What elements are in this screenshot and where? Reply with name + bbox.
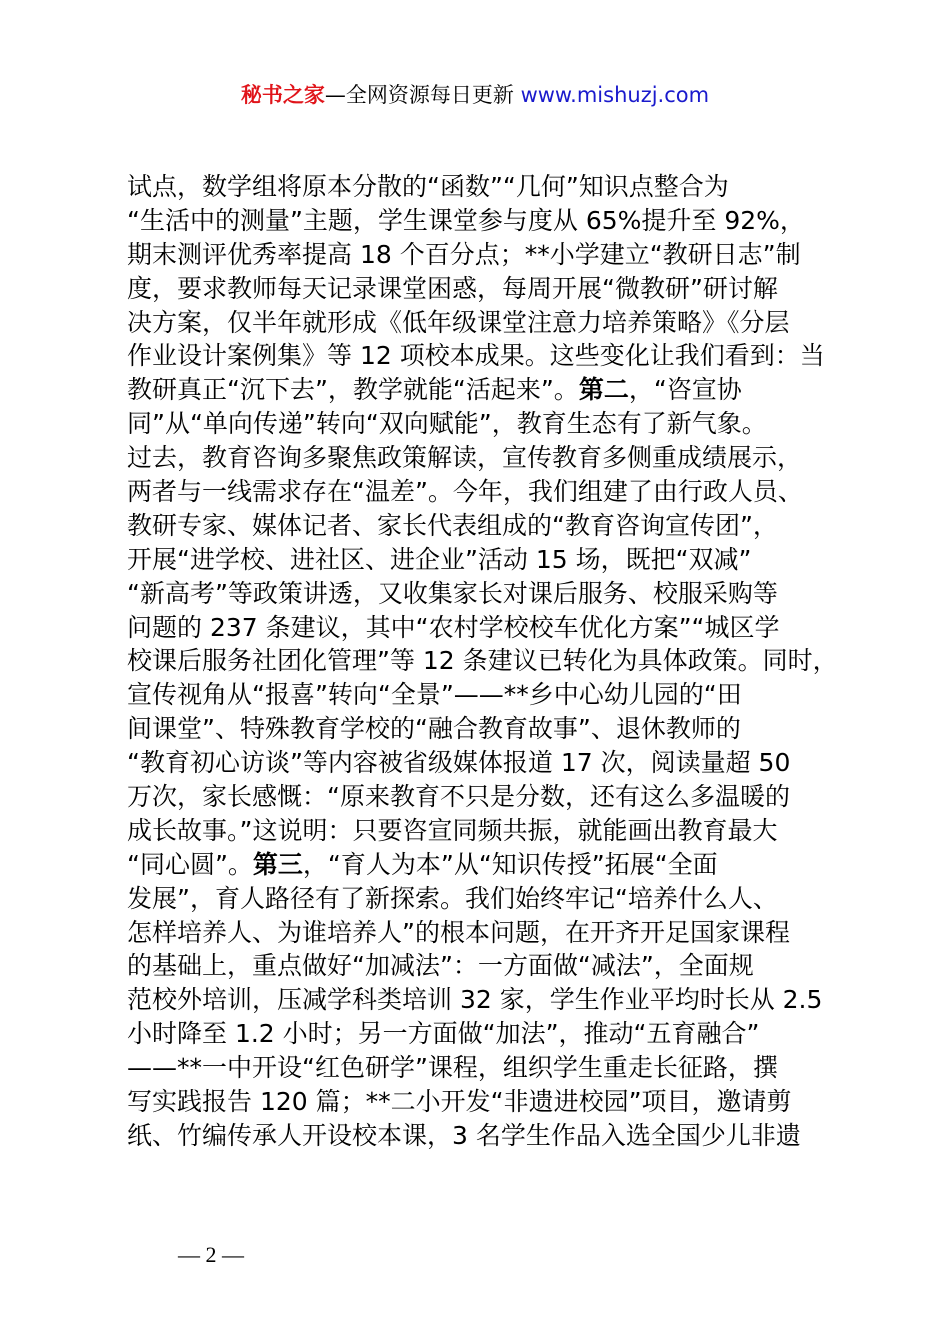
text-line: [127, 170, 839, 204]
text-run: “生活中的测量”主题，学生课堂参与度从 65%提升至 92%，: [127, 205, 805, 235]
text-run: 问题的 237 条建议，其中“农村学校校车优化方案”“城区学: [127, 612, 780, 642]
site-brand: 秘书之家: [240, 83, 325, 107]
text-line: [127, 814, 839, 848]
text-line: [127, 1085, 839, 1119]
text-run: 校课后服务社团化管理”等 12 条建议已转化为具体政策。同时，: [127, 646, 838, 676]
text-run: 两者与一线需求存在“温差”。今年，我们组建了由行政人员、: [127, 477, 803, 507]
text-line: [127, 882, 839, 916]
site-tagline: —全网资源每日更新: [324, 83, 521, 107]
text-line: [127, 644, 839, 678]
text-line: [127, 509, 839, 543]
text-line: [127, 373, 839, 407]
text-run: 期末测评优秀率提高 18 个百分点；**小学建立“教研日志”制: [127, 239, 801, 269]
section-marker-second: 第二: [578, 375, 629, 405]
text-run: ——**一中开设“红色研学”课程，组织学生重走长征路，撰: [127, 1053, 778, 1083]
text-line: [127, 848, 839, 882]
text-line: [127, 1119, 839, 1153]
text-line: [127, 238, 839, 272]
text-line: [127, 712, 839, 746]
text-line: [127, 949, 839, 983]
text-run: 万次，家长感慨：“原来教育不只是分数，还有这么多温暖的: [127, 782, 790, 812]
text-line: [127, 543, 839, 577]
text-run: “同心圆”。: [127, 849, 253, 879]
text-run: 范校外培训，压减学科类培训 32 家，学生作业平均时长从 2.5: [127, 985, 823, 1015]
site-header: [0, 80, 950, 110]
text-line: [127, 983, 839, 1017]
text-run: 试点，数学组将原本分散的“函数”“几何”知识点整合为: [127, 172, 729, 201]
text-run: 宣传视角从“报喜”转向“全景”——**乡中心幼儿园的“田: [127, 680, 742, 710]
text-line: [127, 746, 839, 780]
text-line: [127, 339, 839, 373]
text-line: [127, 611, 839, 645]
text-line: [127, 1051, 839, 1085]
text-run: 成长故事。”这说明：只要咨宣同频共振，就能画出教育最大: [127, 815, 778, 845]
text-line: [127, 204, 839, 238]
document-body: [127, 170, 839, 1153]
text-line: [127, 306, 839, 340]
text-run: 发展”，育人路径有了新探索。我们始终牢记“培养什么人、: [127, 883, 778, 913]
text-run: 决方案，仅半年就形成《低年级课堂注意力培养策略》《分层: [127, 307, 790, 337]
text-run: 教研专家、媒体记者、家长代表组成的“教育咨询宣传团”，: [127, 510, 778, 540]
text-run: 间课堂”、特殊教育学校的“融合教育故事”、退休教师的: [127, 714, 741, 744]
text-line: [127, 475, 839, 509]
text-run: 过去，教育咨询多聚焦政策解读，宣传教育多侧重成绩展示，: [127, 443, 803, 473]
text-run: “教育初心访谈”等内容被省级媒体报道 17 次，阅读量超 50: [127, 748, 791, 778]
text-line: [127, 678, 839, 712]
text-line: [127, 441, 839, 475]
text-line: [127, 407, 839, 441]
text-line: [127, 780, 839, 814]
text-run: 纸、竹编传承人开设校本课，3 名学生作品入选全国少儿非遗: [127, 1120, 801, 1150]
text-run: ，“育人为本”从“知识传授”拓展“全面: [302, 849, 718, 879]
text-line: [127, 272, 839, 306]
page-number: — 2 —: [178, 1242, 244, 1267]
text-run: 作业设计案例集》等 12 项校本成果。这些变化让我们看到：当: [127, 341, 825, 371]
text-run: ，“咨宣协: [628, 375, 742, 405]
section-marker-third: 第三: [252, 849, 303, 879]
text-line: [127, 577, 839, 611]
text-run: 小时降至 1.2 小时；另一方面做“加法”，推动“五育融合”: [127, 1019, 760, 1049]
text-run: 同”从“单向传递”转向“双向赋能”，教育生态有了新气象。: [127, 409, 767, 439]
text-line: [127, 1017, 839, 1051]
site-url-link[interactable]: www.mishuzj.com: [520, 83, 710, 107]
text-run: “新高考”等政策讲透，又收集家长对课后服务、校服采购等: [127, 578, 778, 608]
text-run: 开展“进学校、进社区、进企业”活动 15 场，既把“双减”: [127, 544, 752, 574]
text-run: 写实践报告 120 篇；**二小开发“非遗进校园”项目，邀请剪: [127, 1087, 792, 1117]
text-run: 怎样培养人、为谁培养人”的根本问题，在开齐开足国家课程: [127, 917, 790, 947]
text-line: [127, 916, 839, 950]
text-run: 教研真正“沉下去”，教学就能“活起来”。: [127, 375, 579, 405]
text-run: 度，要求教师每天记录课堂困惑，每周开展“微教研”研讨解: [127, 273, 778, 303]
text-run: 的基础上，重点做好“加减法”：一方面做“减法”，全面规: [127, 951, 754, 981]
